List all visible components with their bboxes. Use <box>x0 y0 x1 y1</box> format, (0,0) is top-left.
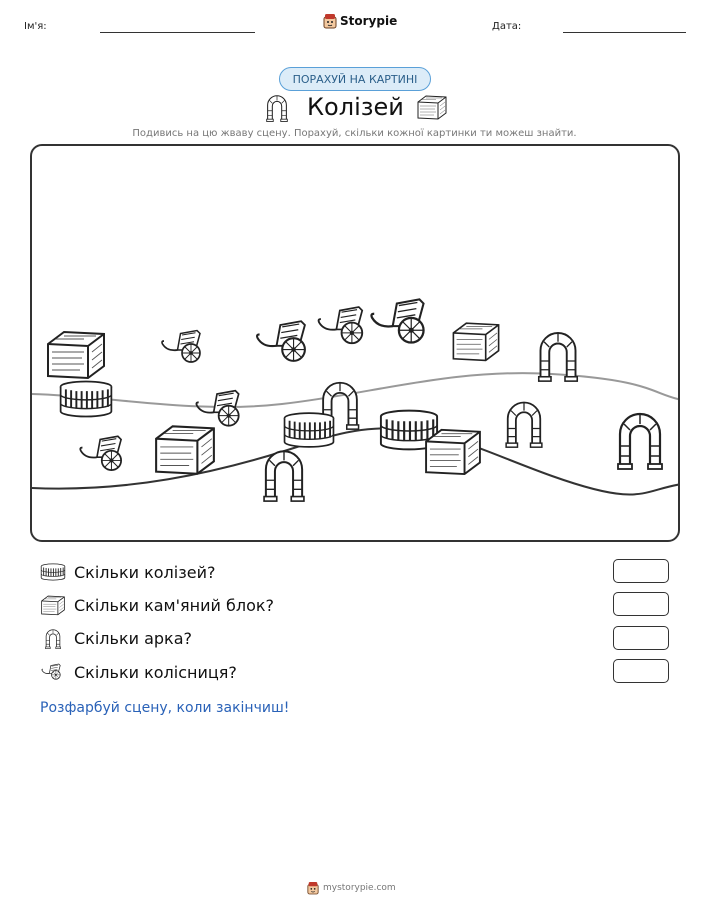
arch-pic <box>256 444 312 502</box>
stone-block-pic <box>450 320 502 362</box>
question-stone-block <box>40 594 274 616</box>
question-text: Скільки арка? <box>74 628 193 648</box>
question-text: Скільки колізей? <box>74 562 216 582</box>
arch-pic <box>498 396 550 448</box>
colosseum-icon <box>40 561 66 583</box>
stone-block-icon <box>40 594 66 616</box>
chariot-icon <box>40 661 66 683</box>
activity-tag: ПОРАХУЙ НА КАРТИНІ <box>279 67 431 91</box>
title-stone-block-icon <box>416 94 448 120</box>
arch-icon <box>40 627 66 649</box>
stone-block-pic <box>44 328 108 380</box>
question-chariot <box>40 661 237 683</box>
arch-pic <box>532 326 584 382</box>
counting-scene <box>30 144 680 542</box>
date-line[interactable] <box>563 32 686 33</box>
instruction-text: Подивись на цю жваву сцену. Порахуй, скільки кожної картинки ти можеш знайти. <box>132 128 577 139</box>
stone-block-pic <box>152 422 218 476</box>
name-line[interactable] <box>100 32 255 33</box>
storypie-mascot-icon <box>307 881 319 895</box>
answer-box-arch[interactable] <box>613 626 669 650</box>
title-arch-icon <box>262 92 292 122</box>
storypie-mascot-icon <box>323 13 337 29</box>
chariot-pic <box>76 432 134 476</box>
brand-logo <box>323 13 397 29</box>
name-label: Ім'я: <box>24 21 47 32</box>
question-arch <box>40 627 192 649</box>
chariot-pic <box>158 326 212 368</box>
question-colosseum <box>40 561 215 583</box>
answer-box-stone-block[interactable] <box>613 592 669 616</box>
question-text: Скільки колісниця? <box>74 662 237 682</box>
question-text: Скільки кам'яний блок? <box>74 595 275 615</box>
page-title: Колізей <box>307 93 404 121</box>
brand-name: Storypie <box>340 14 398 28</box>
footer <box>307 881 396 895</box>
answer-box-chariot[interactable] <box>613 659 669 683</box>
stone-block-pic <box>422 426 484 476</box>
footer-site[interactable]: mystorypie.com <box>323 883 396 893</box>
finish-note: Розфарбуй сцену, коли закінчиш! <box>40 700 290 716</box>
answer-box-colosseum[interactable] <box>613 559 669 583</box>
chariot-pic <box>366 294 440 350</box>
chariot-pic <box>252 316 320 368</box>
arch-pic <box>608 406 672 470</box>
date-label: Дата: <box>492 21 522 32</box>
colosseum-pic <box>58 378 114 420</box>
